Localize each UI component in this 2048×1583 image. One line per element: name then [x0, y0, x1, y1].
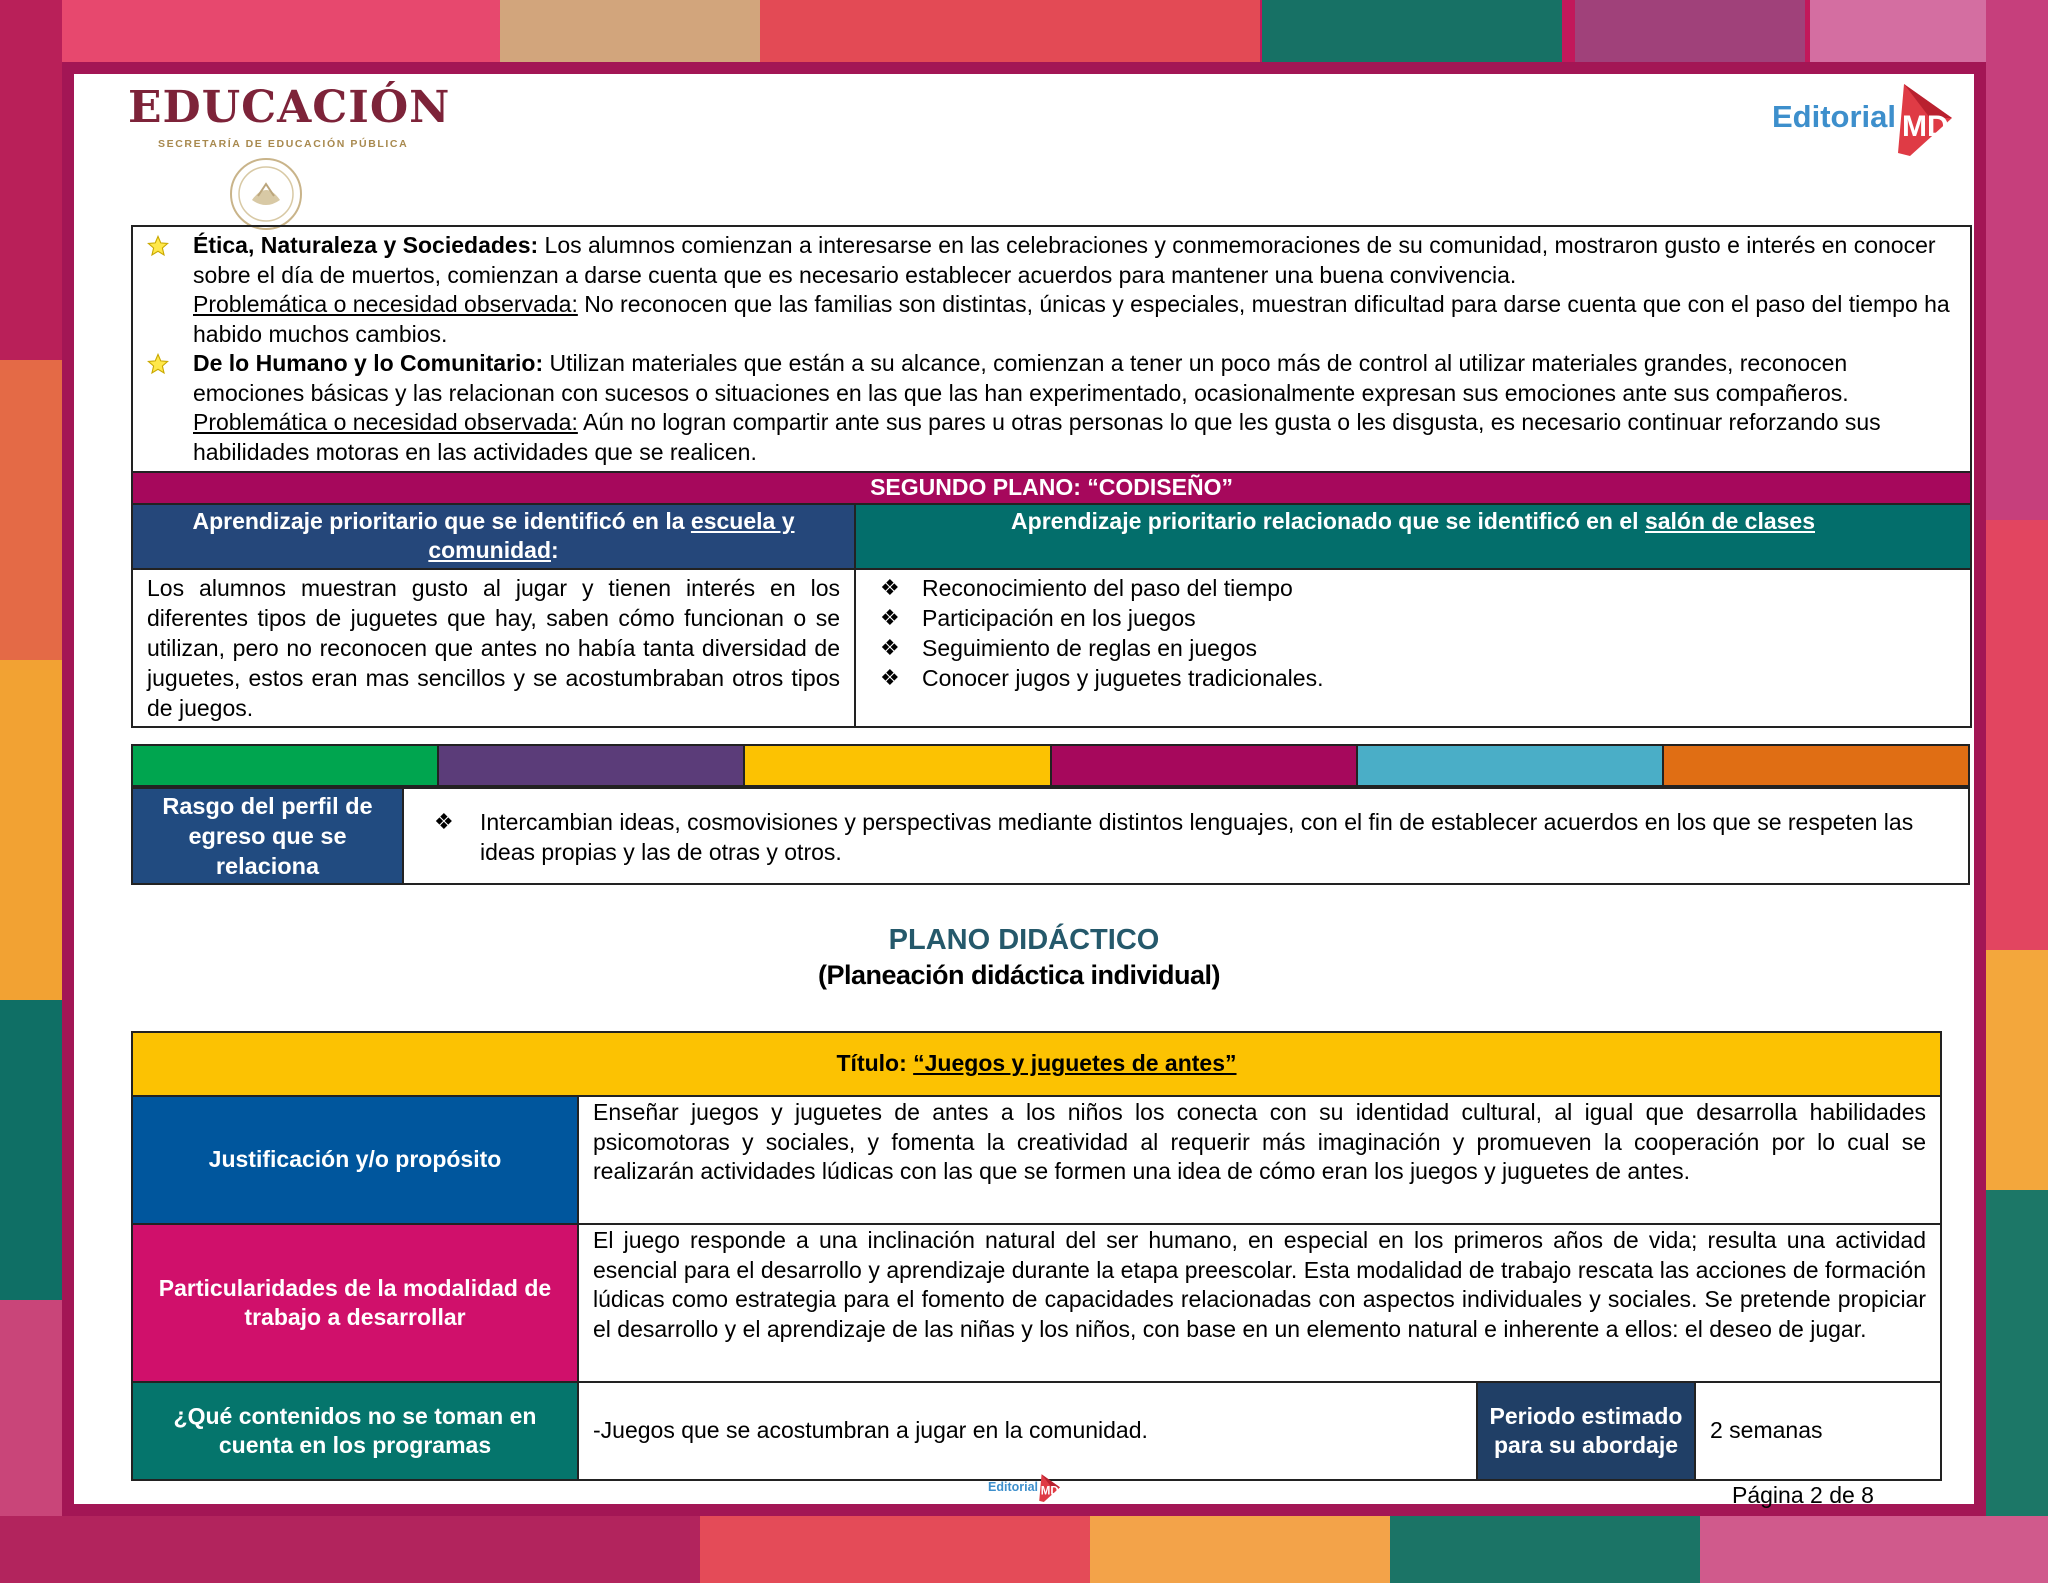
- page-number: Página 2 de 8: [1732, 1482, 1874, 1508]
- justificacion-label: Justificación y/o propósito: [132, 1096, 578, 1224]
- header-text: Aprendizaje prioritario relacionado que se identificó en el: [1011, 507, 1645, 534]
- periodo-label: Periodo estimado para su abordaje: [1477, 1382, 1695, 1480]
- diamond-bullet-icon: ❖: [880, 604, 900, 630]
- problem-label: Problemática o necesidad observada:: [193, 409, 578, 435]
- titulo-value: “Juegos y juguetes de antes”: [913, 1050, 1237, 1077]
- list-item: [876, 603, 1956, 633]
- campo-item-humano: [193, 349, 1956, 467]
- particularidades-label: Particularidades de la modalidad de trabajo a desarrollar: [132, 1224, 578, 1382]
- header-text: Aprendizaje prioritario que se identificó en la: [192, 507, 691, 534]
- campo-title: De lo Humano y lo Comunitario:: [193, 350, 544, 376]
- editorial-logo-word: Editorial: [1772, 99, 1897, 134]
- problem-text: Aún no logran compartir ante sus pares u otras personas lo que les gusta o les disgusta, es necesario continuar reforzando sus habilidades motoras en las actividades que se realicen.: [193, 409, 1881, 465]
- diamond-bullet-icon: ❖: [880, 634, 900, 660]
- sep-logo: [128, 82, 451, 150]
- md-mark-icon: [1038, 1472, 1062, 1502]
- diamond-bullet-icon: ❖: [880, 664, 900, 690]
- plano-didactico-table: [131, 1031, 1942, 1481]
- footer-editorial-logo: [988, 1472, 1062, 1502]
- aprendizajes-list: [876, 573, 1956, 693]
- escuela-comunidad-header: [132, 504, 855, 569]
- star-bullet-icon: [147, 235, 169, 257]
- color-strip: [131, 744, 1970, 787]
- list-item: [876, 663, 1956, 693]
- strip-orange: [1664, 746, 1968, 785]
- contenidos-label: ¿Qué contenidos no se toman en cuenta en los programas: [132, 1382, 578, 1480]
- md-mark-text: MD: [1902, 110, 1949, 143]
- particularidades-text: El juego responde a una inclinación natural del ser humano, en especial en los primeros años de vida; resulta una actividad esencial para el desarrollo y aprendizaje durante la etapa preescolar. Esta modalidad de trabajo rescata las acciones de formación lúdicas como estrategia para el fomento de capacidades relacionadas con aspectos individuales y sociales. Se pretende propiciar el desarrollo y el aprendizaje de las niñas y los niños, con base en un elemento natural e inherente a ellos: el deseo de jugar.: [578, 1224, 1941, 1382]
- problem-label: Problemática o necesidad observada:: [193, 291, 578, 317]
- header-underlined: escuela y comunidad: [428, 507, 795, 563]
- rasgo-label: Rasgo del perfil de egreso que se relaciona: [132, 788, 403, 884]
- campo-text: Los alumnos comienzan a interesarse en las celebraciones y conmemoraciones de su comunidad, mostraron gusto e interés en conocer sobre el día de muertos, comienzan a darse cuenta que es necesario establecer acuerdos para mantener una buena convivencia.: [193, 232, 1936, 288]
- campo-item-etica: [193, 231, 1956, 349]
- campo-text: Utilizan materiales que están a su alcance, comienzan a tener un poco más de control al utilizar materiales grandes, reconocen emociones básicas y las relacionan con sucesos o situaciones en las que las han experimentado, ocasionalmente expresan sus emociones ante sus compañeros.: [193, 350, 1849, 406]
- strip-green: [133, 746, 439, 785]
- diamond-bullet-icon: ❖: [434, 809, 454, 834]
- strip-magenta: [1052, 746, 1358, 785]
- plano-didactico-subtitle: (Planeación didáctica individual): [817, 960, 1221, 990]
- strip-purple: [439, 746, 745, 785]
- list-item: [876, 573, 1956, 603]
- plano-didactico-title: PLANO DIDÁCTICO: [888, 924, 1160, 956]
- sep-logo-subtitle: SECRETARÍA DE EDUCACIÓN PÚBLICA: [158, 138, 409, 150]
- rasgo-text: Intercambian ideas, cosmovisiones y perspectivas mediante distintos lenguajes, con el fin de establecer acuerdos en los que se respeten las ideas propias y las de otras y otros.: [480, 809, 1914, 865]
- list-item-text: Conocer jugos y juguetes tradicionales.: [922, 664, 1324, 691]
- md-mark-text: MD: [1040, 1485, 1059, 1498]
- campos-formativos-cell: [132, 226, 1971, 472]
- contenidos-text: -Juegos que se acostumbran a jugar en la comunidad.: [578, 1382, 1477, 1480]
- salon-clases-body: [855, 569, 1971, 727]
- footer-editorial-word: Editorial: [988, 1480, 1039, 1494]
- list-item-text: Seguimiento de reglas en juegos: [922, 634, 1258, 661]
- titulo-cell: [132, 1032, 1941, 1096]
- rasgo-table: [131, 787, 1970, 885]
- list-item: [876, 633, 1956, 663]
- problem-text: No reconocen que las familias son distintas, únicas y especiales, muestran dificultad para darse cuenta que con el paso del tiempo ha habido muchos cambios.: [193, 291, 1950, 347]
- campo-title: Ética, Naturaleza y Sociedades:: [193, 232, 539, 258]
- strip-cyan: [1358, 746, 1664, 785]
- list-item-text: Reconocimiento del paso del tiempo: [922, 574, 1293, 601]
- md-mark-icon: [1896, 78, 1956, 156]
- rasgo-text-cell: [403, 788, 1969, 884]
- list-item-text: Participación en los juegos: [922, 604, 1196, 631]
- escuela-comunidad-body: Los alumnos muestran gusto al jugar y tienen interés en los diferentes tipos de juguetes que hay, saben cómo funcionan o se utilizan, pero no reconocen que antes no había tanta diversidad de juguetes, estos eran mas sencillos y se acostumbraban otros tipos de juegos.: [132, 569, 855, 727]
- strip-yellow: [745, 746, 1051, 785]
- header-suffix: :: [551, 537, 559, 563]
- editorial-md-logo: [1772, 78, 1956, 156]
- sep-logo-word: EDUCACIÓN: [128, 82, 451, 133]
- periodo-value: 2 semanas: [1695, 1382, 1941, 1480]
- header-underlined: salón de clases: [1644, 507, 1815, 534]
- star-bullet-icon: [147, 353, 169, 375]
- diamond-bullet-icon: ❖: [880, 574, 900, 600]
- titulo-label: Título:: [836, 1050, 914, 1077]
- rasgo-item: [434, 807, 1938, 867]
- segundo-plano-title: SEGUNDO PLANO: “CODISEÑO”: [132, 472, 1971, 504]
- codiseno-table: [131, 225, 1972, 728]
- salon-clases-header: [855, 504, 1971, 569]
- justificacion-text: Enseñar juegos y juguetes de antes a los niños los conecta con su identidad cultural, al igual que desarrolla habilidades psicomotoras y sociales, y fomenta la creatividad al requerir más imaginación y promueven la cooperación por lo cual se realizarán actividades lúdicas con las que se formen una idea de cómo eran los juegos y juguetes de antes.: [578, 1096, 1941, 1224]
